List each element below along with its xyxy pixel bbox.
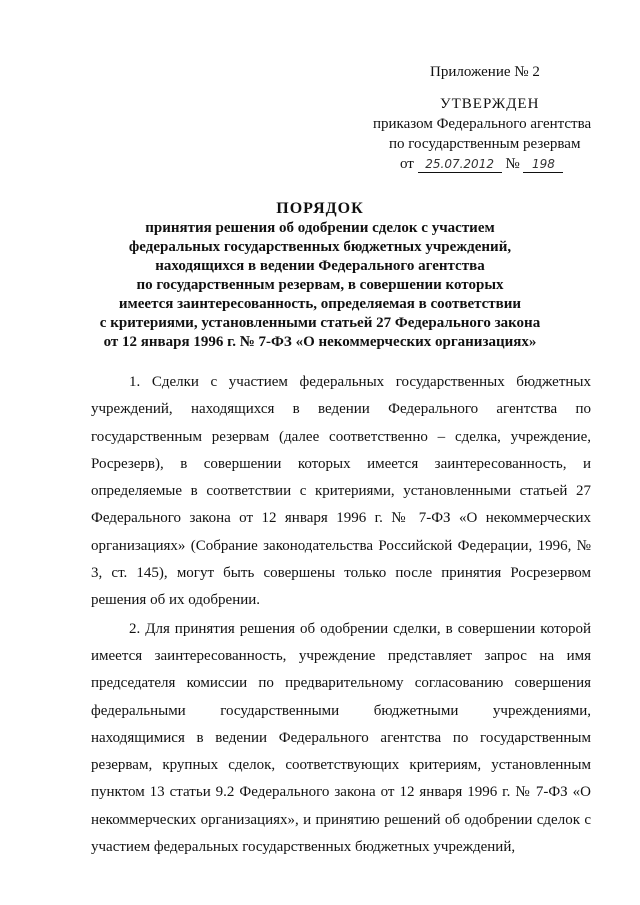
paragraph-2: 2. Для принятия решения об одобрении сделки, в совершении которой имеется заинтересованность, учреждение представляет запрос на имя председателя комиссии по предварительному согласованию совершения федеральными государственными бюджетными учреждениями, находящимися в ведении Федерального агентства по государственным резервам, крупных сделок, соответствующих критериям, установленным пунктом 13 статьи 9.2 Федерального закона от 12 января 1996 г. № 7-ФЗ «О некоммерческих организациях», и принятию решений об одобрении сделок с участием федеральных государственных бюджетных учреждений, [91,620,591,856]
title-main: ПОРЯДОК [276,200,364,217]
title-line: имеется заинтересованность, определяемая в соответствии [118,296,522,312]
approval-order-line: приказом Федерального агентства [373,116,592,132]
document-body [91,369,591,862]
annex-label: Приложение № 2 [430,64,540,80]
handwritten-date: 25.07.2012 [418,156,502,173]
handwritten-number: 198 [523,156,563,173]
title-line: федеральных государственных бюджетных учреждений, [128,239,512,255]
date-prefix: от [400,156,414,172]
title-line: по государственным резервам, в совершении которых [136,277,504,293]
title-line: от 12 января 1996 г. № 7-ФЗ «О некоммерческих организациях» [103,334,537,350]
title-line: с критериями, установленными статьей 27 Федерального закона [99,315,541,331]
number-prefix: № [505,156,520,172]
title-line: принятия решения об одобрении сделок с участием [145,220,495,236]
approval-date-line [400,154,563,174]
title-line: находящихся в ведении Федерального агентства [155,258,485,274]
document-title [90,199,550,352]
paragraph-1: 1. Сделки с участием федеральных государственных бюджетных учреждений, находящихся в ведении Федерального агентства по государственным резервам (далее соответственно – сделка, учреждение, Росрезерв), в совершении которых имеется заинтересованность, и определяемые в соответствии с критериями, установленными статьей 27 Федерального закона от 12 января 1996 г. № 7-ФЗ «О некоммерческих организациях» (Собрание законодательства Российской Федерации, 1996, № 3, ст. 145), могут быть совершены только после принятия Росрезервом решения об их одобрении. [91,374,591,609]
approval-agency-line: по государственным резервам [389,136,581,152]
approved-label: УТВЕРЖДЕН [440,96,540,112]
